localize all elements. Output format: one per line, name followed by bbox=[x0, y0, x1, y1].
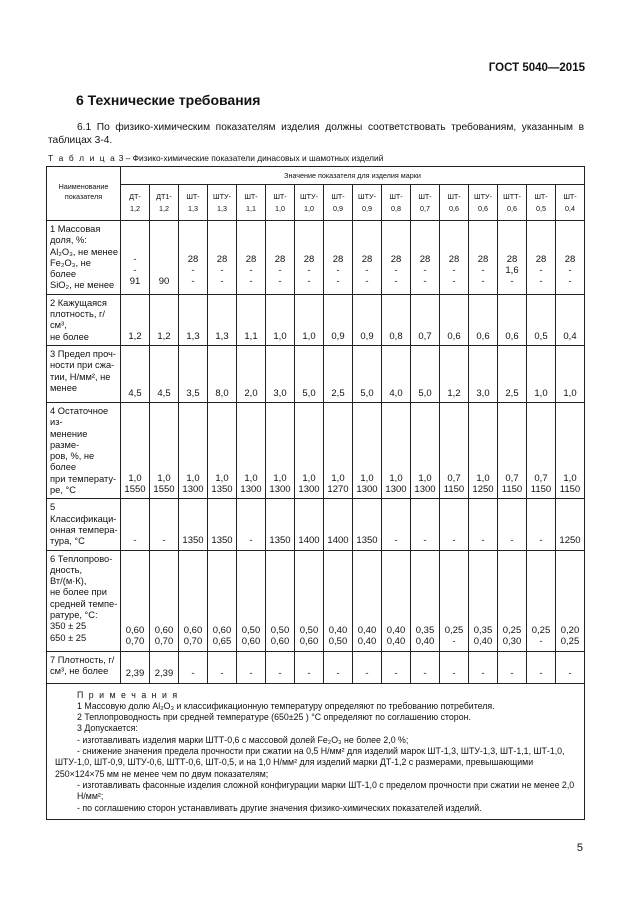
value-cell: - bbox=[469, 499, 498, 550]
value-cell: 1400 bbox=[295, 499, 324, 550]
note-n1: 1 Массовую долю Al₂O₃ и классификационную температуру определяют по требованию потребителя. bbox=[77, 700, 495, 711]
value-cell: 0,60 0,65 bbox=[208, 550, 237, 651]
value-cell: 0,5 bbox=[527, 294, 556, 345]
note-b1: - изготавливать изделия марки ШТТ-0,6 с массовой долей Fe₂O₃ не более 2,0 %; bbox=[77, 734, 409, 745]
value-cell: - bbox=[324, 651, 353, 683]
grade-column-header: ШТ- 0,9 bbox=[324, 185, 353, 221]
table-row bbox=[47, 402, 585, 498]
value-cell: 1,2 bbox=[150, 294, 179, 345]
value-cell: 1,0 1550 bbox=[121, 402, 150, 498]
row-label: 4 Остаточное из- менение разме- ров, %, не более при температу- ре, °С bbox=[47, 402, 121, 498]
value-cell: 28 - - bbox=[527, 221, 556, 295]
page-number: 5 bbox=[576, 842, 583, 854]
value-cell: 1,0 1250 bbox=[469, 402, 498, 498]
value-cell: 4,5 bbox=[150, 345, 179, 402]
note-b2: - снижение значения предела прочности при сжатии на 0,5 Н/мм² для изделий марок ШТ-1,3, ШТУ-1,3, ШТ-1,1, ШТ-1,0, ШТУ-1,0, ШТ-0,9, ШТУ-0,6, ШТТ-0,6, ШТ-0,5, и на 1,0 Н/мм² для изделий марки ДТ-1,2 с размерами, превышающими 250×124×75 мм не менее чем по двум показателям; bbox=[55, 746, 565, 779]
value-cell: 1,0 1270 bbox=[324, 402, 353, 498]
note-heading: П р и м е ч а н и я bbox=[77, 689, 179, 700]
value-cell: 0,35 0,40 bbox=[411, 550, 440, 651]
value-cell: 28 - - bbox=[411, 221, 440, 295]
grade-column-header: ШТ- 1,0 bbox=[266, 185, 295, 221]
table-caption bbox=[48, 153, 383, 163]
value-cell: 28 - - bbox=[382, 221, 411, 295]
grade-column-header: ШТ- 0,6 bbox=[440, 185, 469, 221]
value-cell: 1,0 1300 bbox=[382, 402, 411, 498]
value-cell: 2,5 bbox=[498, 345, 527, 402]
row-label: 2 Кажущаяся плотность, г/см³, не более bbox=[47, 294, 121, 345]
value-cell: 28 - - bbox=[440, 221, 469, 295]
value-cell: 1,0 bbox=[266, 294, 295, 345]
note-n2: 2 Теплопроводность при средней температуре (650±25 ) °С определяют по соглашению сторон. bbox=[77, 712, 471, 723]
value-cell: 0,60 0,70 bbox=[150, 550, 179, 651]
value-cell: 0,25 - bbox=[527, 550, 556, 651]
value-cell: - bbox=[237, 499, 266, 550]
value-cell: - bbox=[440, 499, 469, 550]
value-cell: 1,3 bbox=[179, 294, 208, 345]
value-cell: 0,7 bbox=[411, 294, 440, 345]
table-caption-text: 3 – Физико-химические показатели динасовых и шамотных изделий bbox=[118, 153, 384, 163]
value-cell: 1,2 bbox=[121, 294, 150, 345]
value-cell: 1250 bbox=[556, 499, 585, 550]
value-cell: 3,0 bbox=[469, 345, 498, 402]
value-cell: 0,6 bbox=[469, 294, 498, 345]
grade-group-header: Значение показателя для изделия марки bbox=[121, 167, 585, 185]
grade-column-header: ШТУ- 1,0 bbox=[295, 185, 324, 221]
value-cell: 2,39 bbox=[150, 651, 179, 683]
name-column-header: Наименование показателя bbox=[47, 167, 121, 221]
value-cell: - bbox=[266, 651, 295, 683]
value-cell: 1,0 1300 bbox=[353, 402, 382, 498]
value-cell: 1,0 bbox=[556, 345, 585, 402]
value-cell: 3,0 bbox=[266, 345, 295, 402]
value-cell: 28 - - bbox=[237, 221, 266, 295]
grade-column-header: ШТ- 1,1 bbox=[237, 185, 266, 221]
value-cell: 4,5 bbox=[121, 345, 150, 402]
value-cell: 1,1 bbox=[237, 294, 266, 345]
value-cell: 5,0 bbox=[411, 345, 440, 402]
value-cell: 1,0 1150 bbox=[556, 402, 585, 498]
value-cell: 1350 bbox=[266, 499, 295, 550]
value-cell: 2,0 bbox=[237, 345, 266, 402]
value-cell: - bbox=[527, 499, 556, 550]
table-row bbox=[47, 651, 585, 683]
grade-column-header: ДТ- 1,2 bbox=[121, 185, 150, 221]
value-cell: - bbox=[121, 499, 150, 550]
value-cell: - bbox=[179, 651, 208, 683]
notes-row bbox=[47, 683, 585, 819]
value-cell: - bbox=[498, 651, 527, 683]
value-cell: 28 1,6 - bbox=[498, 221, 527, 295]
value-cell: 4,0 bbox=[382, 345, 411, 402]
value-cell: 3,5 bbox=[179, 345, 208, 402]
grade-column-header: ШТУ- 1,3 bbox=[208, 185, 237, 221]
table-row bbox=[47, 294, 585, 345]
value-cell: 1350 bbox=[208, 499, 237, 550]
value-cell: 0,6 bbox=[440, 294, 469, 345]
table-notes bbox=[47, 683, 585, 819]
note-n3: 3 Допускается: bbox=[77, 723, 138, 734]
row-label: 1 Массовая доля, %: Al₂O₃, не менее Fe₂O₃, не более SiO₂, не менее bbox=[47, 221, 121, 295]
value-cell: 0,25 0,30 bbox=[498, 550, 527, 651]
value-cell: 28 - - bbox=[353, 221, 382, 295]
value-cell: 0,6 bbox=[498, 294, 527, 345]
value-cell: - bbox=[382, 651, 411, 683]
table-row bbox=[47, 499, 585, 550]
value-cell: 0,20 0,25 bbox=[556, 550, 585, 651]
value-cell: 1,0 1300 bbox=[179, 402, 208, 498]
value-cell: 0,9 bbox=[324, 294, 353, 345]
value-cell: 0,7 1150 bbox=[498, 402, 527, 498]
row-label: 5 Классификаци- онная темпера- тура, °С bbox=[47, 499, 121, 550]
grade-column-header: ШТУ- 0,6 bbox=[469, 185, 498, 221]
row-label: 6 Теплопрово- дность, Вт/(м·К), не более при средней темпе- ратуре, °С: 350 ± 25 650 ± 25 bbox=[47, 550, 121, 651]
value-cell: - bbox=[295, 651, 324, 683]
value-cell: - - 91 bbox=[121, 221, 150, 295]
grade-column-header: ШТТ- 0,6 bbox=[498, 185, 527, 221]
section-title: 6 Технические требования bbox=[76, 92, 261, 108]
physico-chemical-table bbox=[46, 166, 585, 820]
value-cell: - bbox=[556, 651, 585, 683]
table-caption-prefix: Т а б л и ц а bbox=[48, 153, 117, 163]
value-cell: 1350 bbox=[353, 499, 382, 550]
value-cell: 0,35 0,40 bbox=[469, 550, 498, 651]
row-label: 3 Предел проч- ности при сжа- тии, Н/мм², не менее bbox=[47, 345, 121, 402]
value-cell: 2,5 bbox=[324, 345, 353, 402]
grade-column-header: ДТ1- 1,2 bbox=[150, 185, 179, 221]
value-cell: 28 - - bbox=[324, 221, 353, 295]
value-cell: - bbox=[469, 651, 498, 683]
table-row bbox=[47, 550, 585, 651]
value-cell: 0,7 1150 bbox=[440, 402, 469, 498]
row-label: 7 Плотность, г/ см³, не более bbox=[47, 651, 121, 683]
value-cell: 0,40 0,40 bbox=[382, 550, 411, 651]
value-cell: 0,4 bbox=[556, 294, 585, 345]
value-cell: 28 - - bbox=[295, 221, 324, 295]
value-cell: - bbox=[237, 651, 266, 683]
value-cell: 0,7 1150 bbox=[527, 402, 556, 498]
value-cell: - bbox=[411, 651, 440, 683]
value-cell: 5,0 bbox=[295, 345, 324, 402]
grade-column-header: ШТУ- 0,9 bbox=[353, 185, 382, 221]
note-b4: - по соглашению сторон устанавливать другие значения физико-химических показателей изделий. bbox=[77, 802, 482, 813]
value-cell: 0,50 0,60 bbox=[237, 550, 266, 651]
value-cell: 28 - - bbox=[556, 221, 585, 295]
value-cell: 1350 bbox=[179, 499, 208, 550]
grade-column-header: ШТ- 1,3 bbox=[179, 185, 208, 221]
value-cell: - bbox=[440, 651, 469, 683]
value-cell: 1,0 1300 bbox=[237, 402, 266, 498]
value-cell: 0,9 bbox=[353, 294, 382, 345]
value-cell: 0,40 0,50 bbox=[324, 550, 353, 651]
value-cell: 0,60 0,70 bbox=[179, 550, 208, 651]
grade-column-header: ШТ- 0,7 bbox=[411, 185, 440, 221]
value-cell: - bbox=[353, 651, 382, 683]
intro-paragraph: 6.1 По физико-химическим показателям изделия должны соответствовать требованиям, указанным в таблицах 3-4. bbox=[48, 122, 584, 146]
note-b3: - изготавливать фасонные изделия сложной конфигурации марки ШТ-1,0 с пределом прочности при сжатии не менее 2,0 Н/мм²; bbox=[77, 779, 575, 802]
value-cell: 1,0 1300 bbox=[295, 402, 324, 498]
value-cell: 0,25 - bbox=[440, 550, 469, 651]
value-cell: - bbox=[208, 651, 237, 683]
value-cell: - bbox=[498, 499, 527, 550]
value-cell: - bbox=[150, 499, 179, 550]
grade-column-header: ШТ- 0,5 bbox=[527, 185, 556, 221]
value-cell: 0,50 0,60 bbox=[266, 550, 295, 651]
value-cell: 1,0 1300 bbox=[411, 402, 440, 498]
value-cell: 0,8 bbox=[382, 294, 411, 345]
value-cell: 1,0 bbox=[295, 294, 324, 345]
value-cell: 8,0 bbox=[208, 345, 237, 402]
value-cell: 0,60 0,70 bbox=[121, 550, 150, 651]
grade-column-header: ШТ- 0,8 bbox=[382, 185, 411, 221]
table-row bbox=[47, 221, 585, 295]
value-cell: 90 bbox=[150, 221, 179, 295]
value-cell: 1,0 1550 bbox=[150, 402, 179, 498]
value-cell: 28 - - bbox=[208, 221, 237, 295]
value-cell: 1,0 bbox=[527, 345, 556, 402]
value-cell: 2,39 bbox=[121, 651, 150, 683]
value-cell: 0,50 0,60 bbox=[295, 550, 324, 651]
value-cell: 28 - - bbox=[179, 221, 208, 295]
grade-column-header: ШТ- 0,4 bbox=[556, 185, 585, 221]
value-cell: - bbox=[527, 651, 556, 683]
value-cell: 1400 bbox=[324, 499, 353, 550]
value-cell: - bbox=[411, 499, 440, 550]
grade-header-row bbox=[47, 185, 585, 221]
value-cell: 1,2 bbox=[440, 345, 469, 402]
table-row bbox=[47, 345, 585, 402]
value-cell: 1,3 bbox=[208, 294, 237, 345]
value-cell: 1,0 1300 bbox=[266, 402, 295, 498]
value-cell: 28 - - bbox=[469, 221, 498, 295]
value-cell: 1,0 1350 bbox=[208, 402, 237, 498]
value-cell: 5,0 bbox=[353, 345, 382, 402]
value-cell: 0,40 0,40 bbox=[353, 550, 382, 651]
value-cell: 28 - - bbox=[266, 221, 295, 295]
value-cell: - bbox=[382, 499, 411, 550]
standard-code: ГОСТ 5040—2015 bbox=[488, 62, 585, 74]
